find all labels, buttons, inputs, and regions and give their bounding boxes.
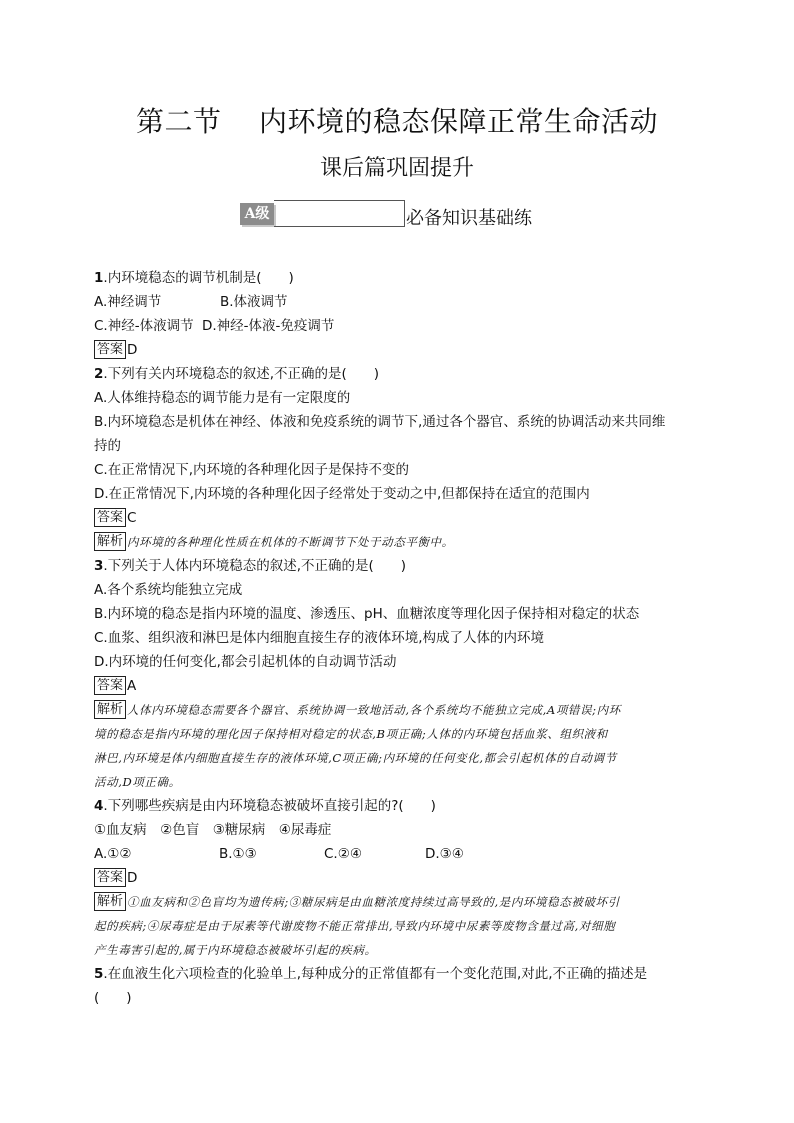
q3-answer: A — [127, 678, 137, 694]
level-badge: A级 — [240, 203, 274, 225]
answer-badge: 答案 — [94, 508, 126, 527]
q1-number: 1 — [94, 270, 104, 286]
q3-option-b: B.内环境的稳态是指内环境的温度、渗透压、pH、血糖浓度等理化因子保持相对稳定的状态 — [94, 606, 640, 622]
q4-number: 4 — [94, 798, 104, 814]
page-subtitle: 课后篇巩固提升 — [319, 156, 474, 181]
q4-explanation-row — [94, 890, 704, 914]
q4-explanation-line3: 产生毒害引起的,属于内环境稳态被破坏引起的疾病。 — [94, 943, 377, 957]
q4-option-a: A.①② — [94, 846, 132, 862]
q4-answer-row — [94, 866, 704, 890]
q3-stem — [94, 554, 704, 578]
q3-stem-text: .下列关于人体内环境稳态的叙述,不正确的是( ) — [103, 558, 407, 574]
q2-option-c: C.在正常情况下,内环境的各种理化因子是保持不变的 — [94, 462, 410, 478]
q5-number: 5 — [94, 966, 104, 982]
q1-stem — [94, 266, 704, 290]
answer-badge: 答案 — [94, 868, 126, 887]
q2-answer: C — [127, 510, 137, 526]
q4-option-d: D.③④ — [425, 846, 464, 862]
q5-stem-text: .在血液生化六项检查的化验单上,每种成分的正常值都有一个变化范围,对此,不正确的描述是 — [103, 966, 648, 982]
q1-options-row1 — [94, 290, 704, 314]
q2-explanation: 内环境的各种理化性质在机体的不断调节下处于动态平衡中。 — [127, 535, 454, 549]
q4-explanation-line1: ①血友病和②色盲均为遗传病;③糖尿病是由血糖浓度持续过高导致的,是内环境稳态被破坏引 — [127, 895, 620, 909]
q4-stem — [94, 794, 704, 818]
q3-explanation-line4: 活动,D项正确。 — [94, 775, 181, 789]
q2-stem-text: .下列有关内环境稳态的叙述,不正确的是( ) — [103, 366, 380, 382]
q4-option-c: C.②④ — [324, 846, 362, 862]
q1-options-row2 — [94, 314, 704, 338]
q3-option-a: A.各个系统均能独立完成 — [94, 582, 243, 598]
q4-explanation-line2: 起的疾病;④尿毒症是由于尿素等代谢废物不能正常排出,导致内环境中尿素等废物含量过高,对细胞 — [94, 919, 616, 933]
q1-answer-row — [94, 338, 704, 362]
q5-stem-continued: ( ) — [94, 990, 132, 1006]
explanation-badge: 解析 — [94, 532, 126, 551]
q1-answer: D — [127, 342, 138, 358]
q2-option-b-line1: B.内环境稳态是机体在神经、体液和免疫系统的调节下,通过各个器官、系统的协调活动来共同维 — [94, 414, 666, 430]
page-title: 第二节 内环境的稳态保障正常生命活动 — [135, 105, 659, 138]
q3-number: 3 — [94, 558, 104, 574]
q1-option-b: B.体液调节 — [220, 294, 288, 310]
q1-option-a: A.神经调节 — [94, 294, 162, 310]
q1-option-d: D.神经-体液-免疫调节 — [202, 318, 335, 334]
level-label: 必备知识基础练 — [406, 208, 532, 229]
q4-option-b: B.①③ — [219, 846, 257, 862]
q3-explanation-line3: 淋巴,内环境是体内细胞直接生存的液体环境,C项正确;内环境的任何变化,都会引起机体的自动调节 — [94, 751, 617, 765]
explanation-badge: 解析 — [94, 700, 126, 719]
q3-answer-row — [94, 674, 704, 698]
q4-items: ①血友病 ②色盲 ③糖尿病 ④尿毒症 — [94, 822, 332, 838]
level-blank-box — [274, 200, 405, 227]
q2-option-a: A.人体维持稳态的调节能力是有一定限度的 — [94, 390, 351, 406]
q2-number: 2 — [94, 366, 104, 382]
q3-explanation-line2: 境的稳态是指内环境的理化因子保持相对稳定的状态,B项正确;人体的内环境包括血浆、组织液和 — [94, 727, 608, 741]
answer-badge: 答案 — [94, 340, 126, 359]
q5-stem — [94, 962, 704, 986]
q2-option-d: D.在正常情况下,内环境的各种理化因子经常处于变动之中,但都保持在适宜的范围内 — [94, 486, 590, 502]
q2-answer-row — [94, 506, 704, 530]
q2-option-b-line2: 持的 — [94, 438, 121, 454]
q3-explanation-line1: 人体内环境稳态需要各个器官、系统协调一致地活动,各个系统均不能独立完成,A项错误;内环 — [127, 703, 621, 717]
q1-stem-text: .内环境稳态的调节机制是( ) — [103, 270, 294, 286]
q2-explanation-row — [94, 530, 704, 554]
question-list — [94, 266, 704, 1010]
q1-option-c: C.神经-体液调节 — [94, 318, 194, 334]
q2-stem — [94, 362, 704, 386]
q3-option-c: C.血浆、组织液和淋巴是体内细胞直接生存的液体环境,构成了人体的内环境 — [94, 630, 545, 646]
explanation-badge: 解析 — [94, 892, 126, 911]
answer-badge: 答案 — [94, 676, 126, 695]
q3-option-d: D.内环境的任何变化,都会引起机体的自动调节活动 — [94, 654, 397, 670]
q3-explanation-row — [94, 698, 704, 722]
q4-options — [94, 842, 704, 866]
q4-stem-text: .下列哪些疾病是由内环境稳态被破坏直接引起的?( ) — [103, 798, 436, 814]
q4-answer: D — [127, 870, 138, 886]
level-header — [0, 200, 794, 232]
